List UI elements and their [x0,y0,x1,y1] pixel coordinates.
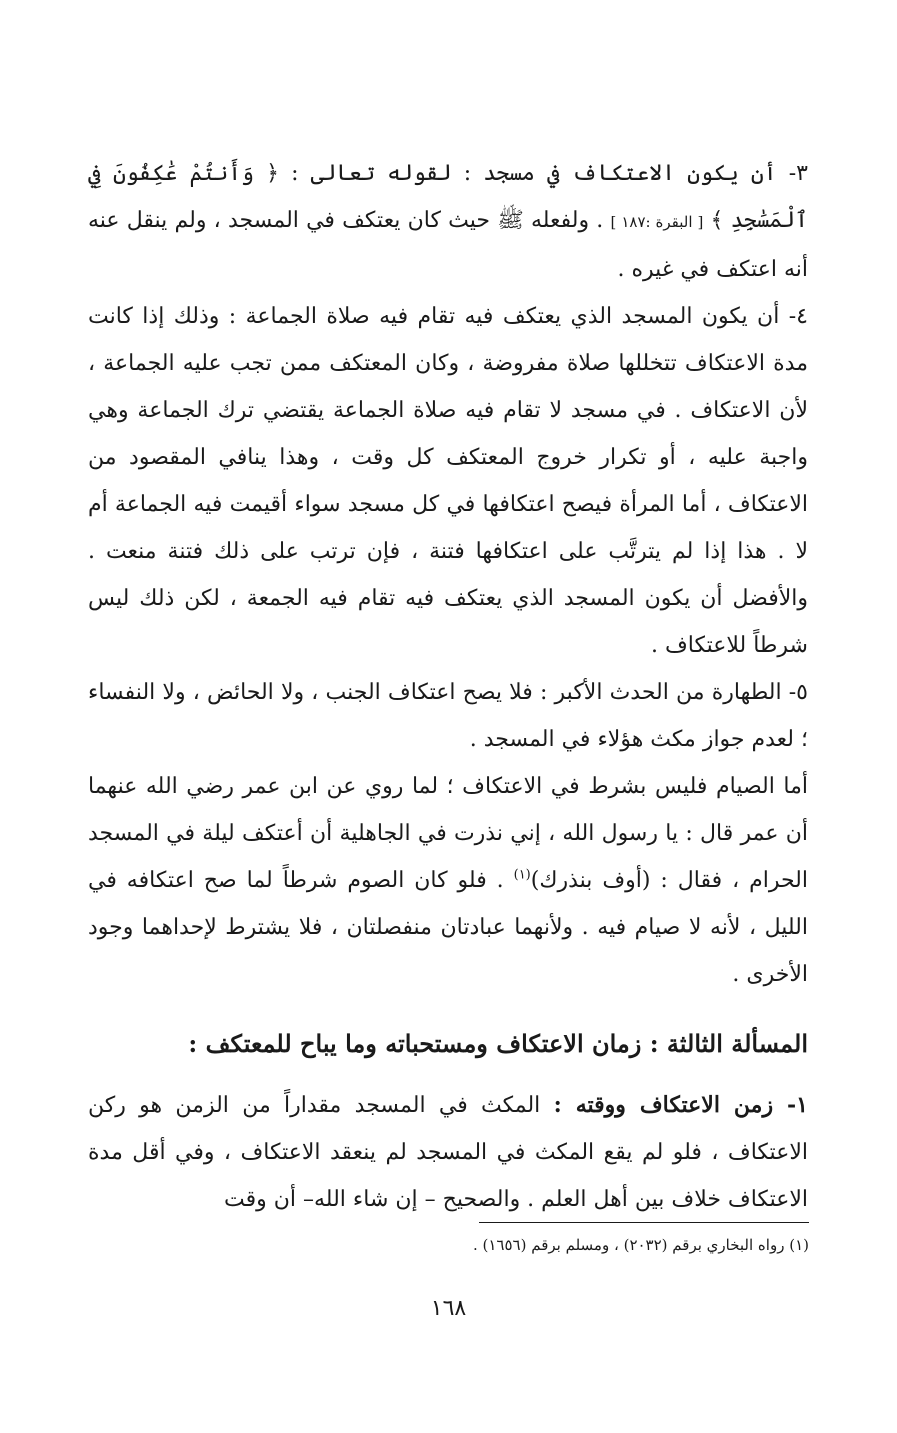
verse-reference: [ البقرة :١٨٧ ] [610,213,704,231]
condition-3-text: ٣- أن يكون الاعتكاف في مسجد : لقوله تعالى : [279,161,808,186]
footnote-marker: (١) [513,867,531,883]
footnote-divider [479,1222,809,1223]
paragraph-fasting [88,763,808,998]
condition-3-text-cont: . ولفعله ﷺ حيث كان يعتكف في المسجد ، ولم ينقل عنه أنه اعتكف في غيره . [88,208,808,282]
quran-verse: ﴿ وَأَنتُمْ عَٰكِفُونَ فِي ٱلْمَسَٰجِدِ ﴾ [88,161,808,233]
paragraph-condition-3 [88,150,808,293]
footnote: (١) رواه البخاري برقم (٢٠٣٢) ، ومسلم برقم (١٦٥٦) . [472,1236,809,1254]
duration-text: المكث في المسجد مقداراً من الزمن هو ركن الاعتكاف ، فلو لم يقع المكث في المسجد لم ينعقد الاعتكاف ، وفي أقل مدة الاعتكاف خلاف بين أهل العلم . والصحيح – إن شاء الله– أن وقت [88,1093,808,1212]
page-body [88,150,808,1223]
fasting-text-cont: . فلو كان الصوم شرطاً لما صح اعتكافه في الليل ، لأنه لا صيام فيه . ولأنهما عبادتان منفصلتان ، فلا يشترط لإحداهما وجود الأخرى . [88,868,808,987]
page-number: ١٦٨ [430,1296,467,1321]
duration-title: ١- زمن الاعتكاف ووقته : [553,1092,808,1118]
paragraph-duration [88,1082,808,1223]
section-heading: المسألة الثالثة : زمان الاعتكاف ومستحباته وما يباح للمعتكف : [188,1029,808,1058]
paragraph-condition-4: ٤- أن يكون المسجد الذي يعتكف فيه تقام فيه صلاة الجماعة : وذلك إذا كانت مدة الاعتكاف تتخللها صلاة مفروضة ، وكان المعتكف ممن تجب عليه الجماعة ، لأن الاعتكاف . في مسجد لا تقام فيه صلاة الجماعة يقتضي ترك الجماعة وهي واجبة عليه ، أو تكرار خروج المعتكف كل وقت ، وهذا ينافي المقصود من الاعتكاف ، أما المرأة فيصح اعتكافها في كل مسجد سواء أقيمت فيه الجماعة أم لا . هذا إذا لم يترتَّب على اعتكافها فتنة ، فإن ترتب على ذلك فتنة منعت . والأفضل أن يكون المسجد الذي يعتكف فيه تقام فيه الجمعة ، لكن ذلك ليس شرطاً للاعتكاف . [88,304,808,658]
fasting-text: أما الصيام فليس بشرط في الاعتكاف ؛ لما روي عن ابن عمر رضي الله عنهما أن عمر قال : يا رسول الله ، إني نذرت في الجاهلية أن أعتكف ليلة في المسجد الحرام ، فقال : (أوف بنذرك) [88,774,809,893]
paragraph-condition-5: ٥- الطهارة من الحدث الأكبر : فلا يصح اعتكاف الجنب ، ولا الحائض ، ولا النفساء ؛ لعدم جواز مكث هؤلاء في المسجد . [88,680,808,752]
